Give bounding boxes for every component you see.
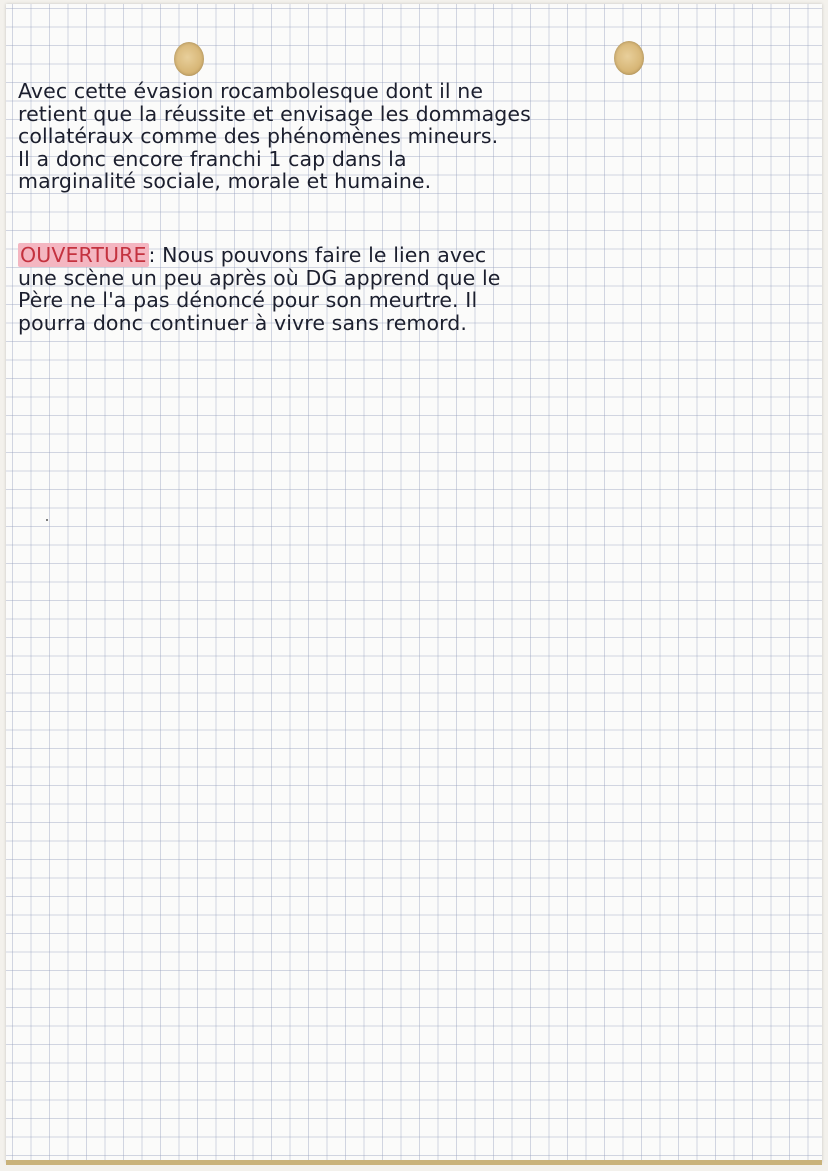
text-line <box>18 244 818 267</box>
text-line: pourra donc continuer à vivre sans remord. <box>18 310 468 335</box>
text-line: collatéraux comme des phénomènes mineurs. <box>18 124 499 148</box>
text-line: retient que la réussite et envisage les dommages <box>18 101 531 126</box>
punch-hole-left <box>174 42 204 76</box>
text-line: une scène un peu après où DG apprend que le <box>18 265 501 290</box>
text-line: Père ne l'a pas dénoncé pour son meurtre. Il <box>18 288 478 312</box>
sheet-bottom-edge <box>6 1160 822 1165</box>
text-line: Il a donc encore franchi 1 cap dans la <box>18 146 407 171</box>
ink-dot <box>46 519 48 521</box>
ouverture-first-line: : Nous pouvons faire le lien avec <box>148 243 487 267</box>
text-line: Avec cette évasion rocambolesque dont il ne <box>18 79 484 103</box>
punch-hole-right <box>614 41 644 75</box>
paragraph-ouverture <box>18 244 818 334</box>
text-line: marginalité sociale, morale et humaine. <box>18 169 432 193</box>
ouverture-label: OUVERTURE <box>20 243 147 267</box>
paragraph-conclusion <box>18 80 818 193</box>
